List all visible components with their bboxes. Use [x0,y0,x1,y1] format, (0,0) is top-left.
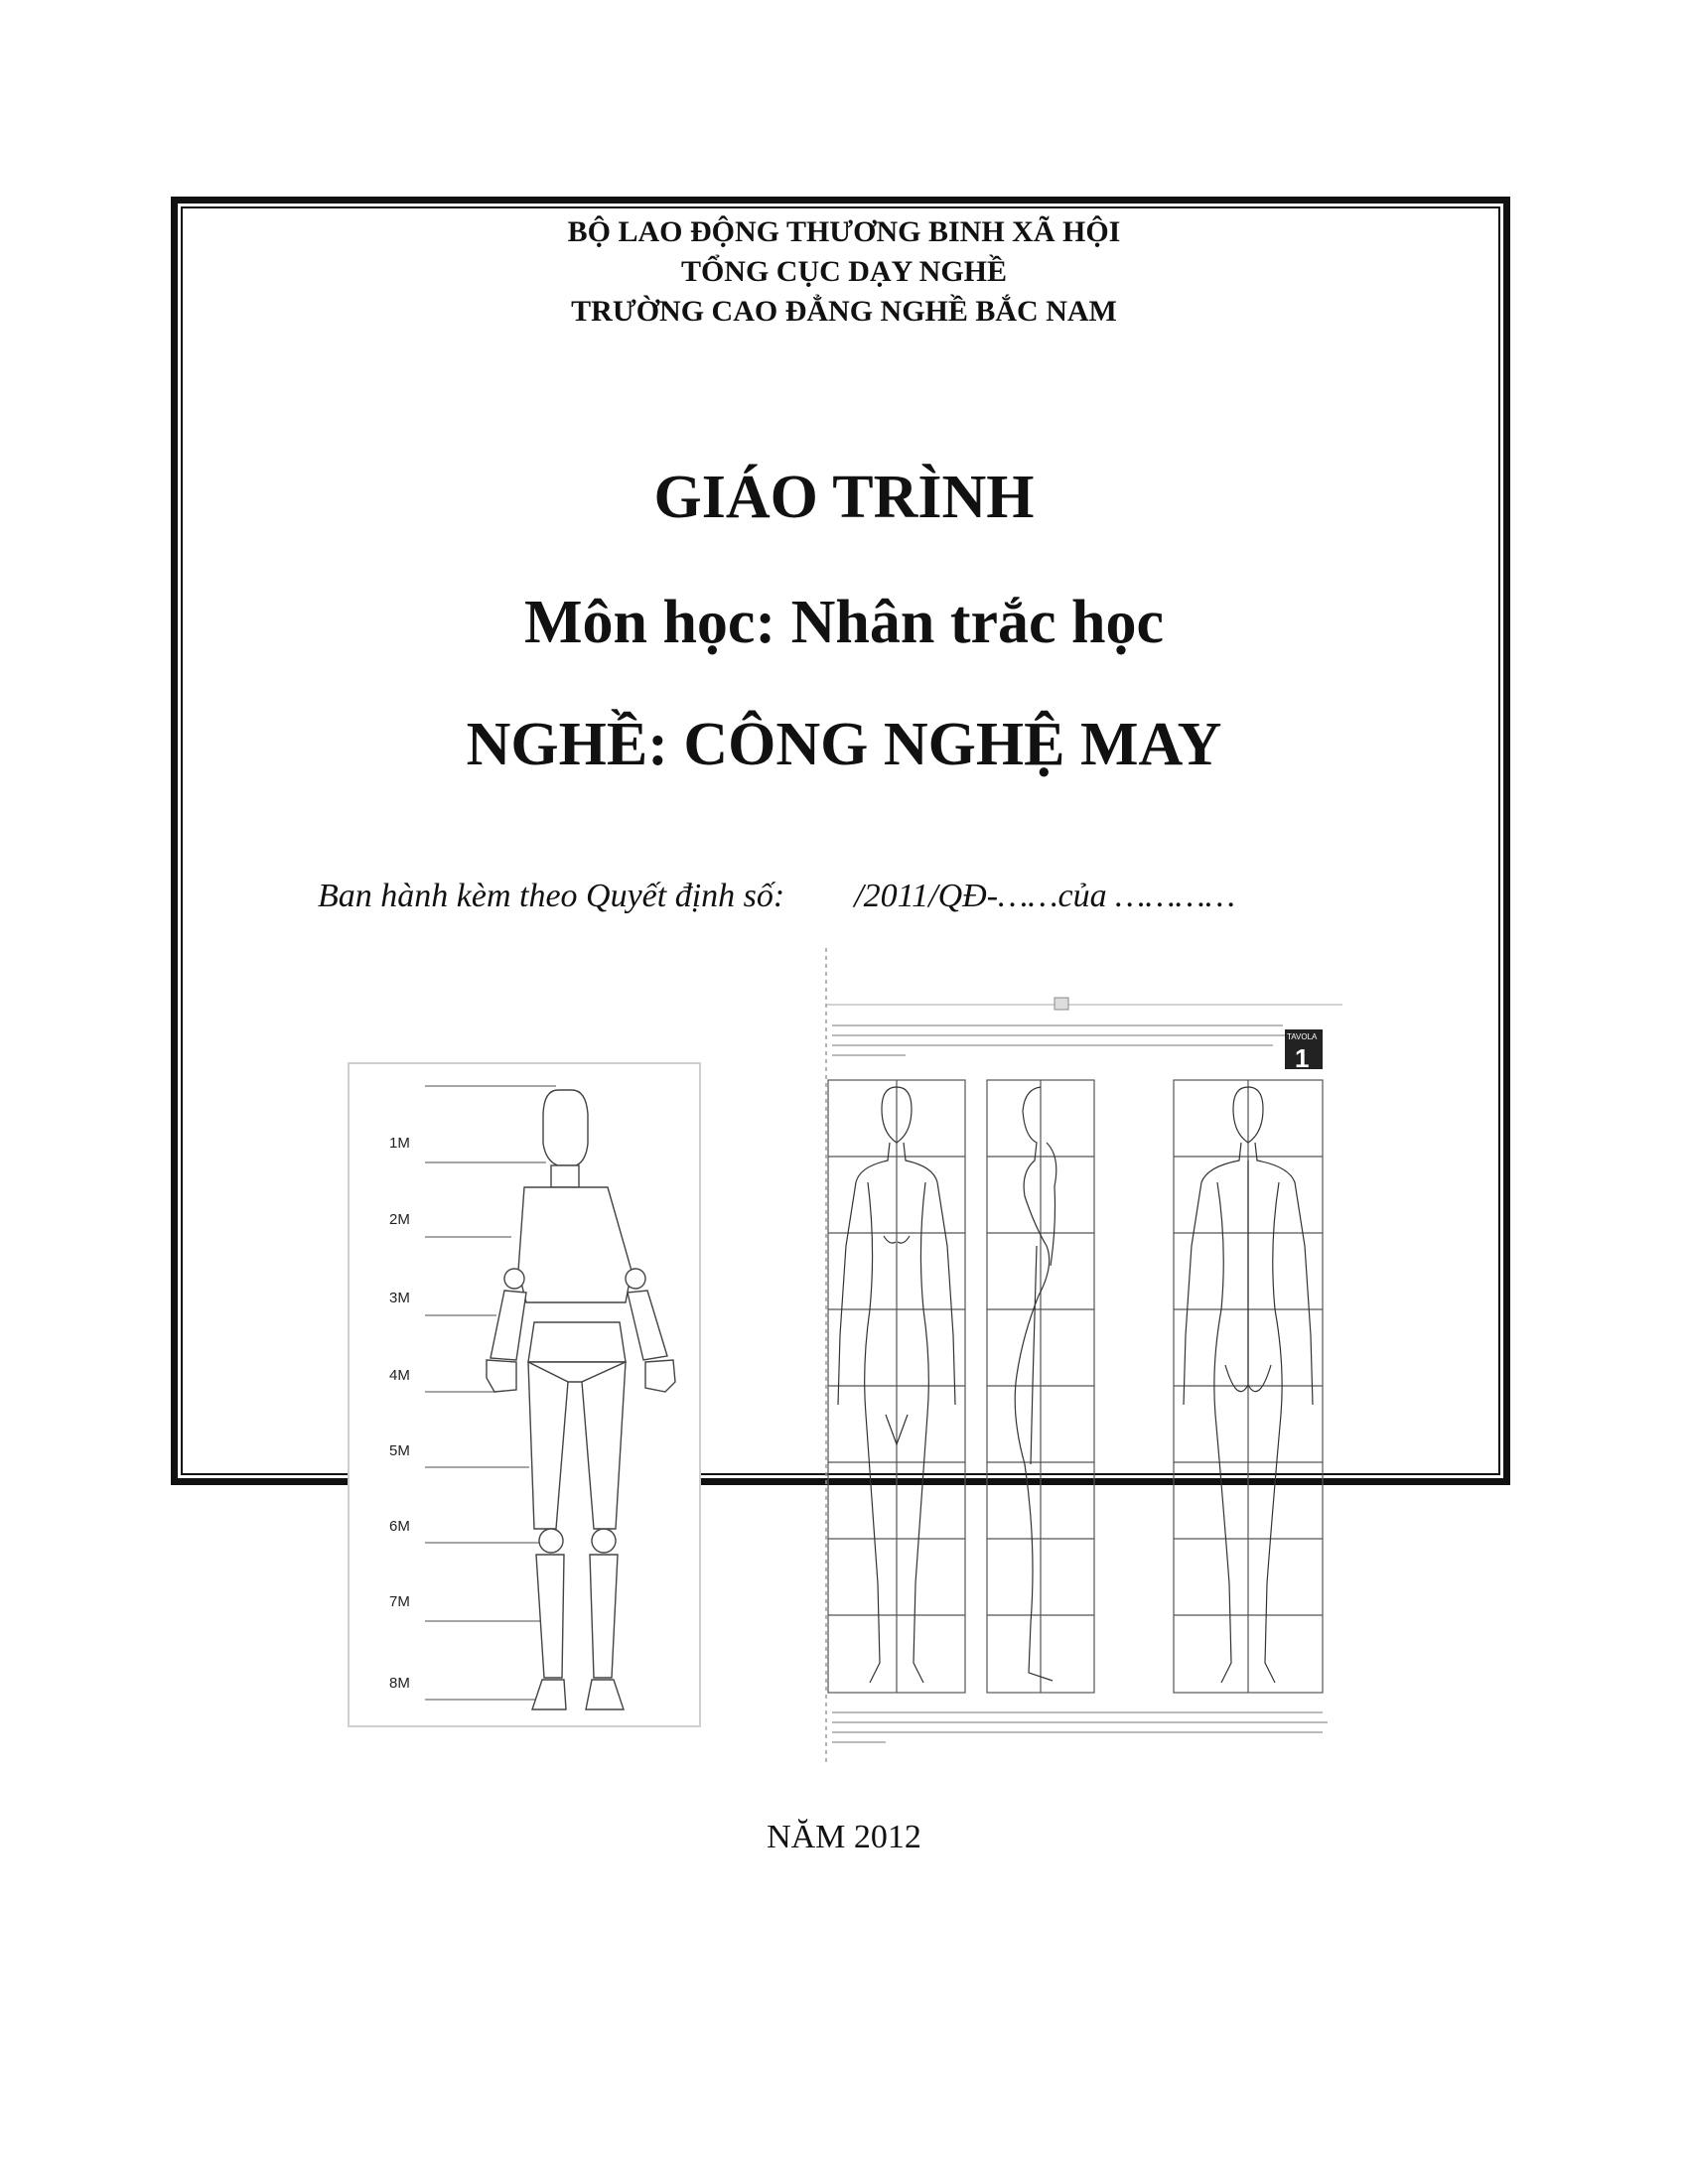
mannequin-shoulder-right [626,1269,645,1289]
module-label: 5M [389,1442,410,1459]
croquis-side-view [1015,1087,1056,1681]
sheet-tag: TAVOLA [1287,1032,1318,1041]
proportion-figure-svg [348,1062,701,1727]
decree-prefix: Ban hành kèm theo Quyết định số: [318,878,785,914]
school-line: TRƯỜNG CAO ĐẲNG NGHỀ BẮC NAM [571,295,1117,328]
module-label: 2M [389,1211,410,1228]
mannequin-hand-right [645,1360,675,1392]
module-label: 8M [389,1675,410,1692]
croquis-sheet-svg [786,948,1342,1762]
proportion-figure [348,1062,701,1727]
publication-year: NĂM 2012 [767,1819,921,1855]
mannequin-neck [551,1165,579,1187]
mannequin-waist [528,1322,626,1362]
profession-title: NGHỀ: CÔNG NGHỆ MAY [466,711,1222,778]
ministry-line: BỘ LAO ĐỘNG THƯƠNG BINH XÃ HỘI [567,215,1121,248]
module-label: 1M [389,1135,410,1152]
subject-title: Môn học: Nhân trắc học [523,589,1165,656]
binder-clip-icon [1055,998,1068,1010]
mannequin-knee-right [592,1529,616,1553]
module-label: 4M [389,1367,410,1384]
mannequin-shoulder-left [504,1269,524,1289]
module-label: 3M [389,1290,410,1306]
mannequin-knee-left [539,1529,563,1553]
decree-suffix: /2011/QĐ-……của ………… [854,878,1236,914]
decree-line [318,878,1235,915]
module-label: 6M [389,1518,410,1535]
module-label: 7M [389,1593,410,1610]
croquis-sheet [786,948,1342,1762]
page-title: GIÁO TRÌNH [653,464,1035,531]
department-line: TỔNG CỤC DẠY NGHỀ [680,255,1008,288]
mannequin-hand-left [487,1360,516,1392]
mannequin-head [543,1090,588,1165]
sheet-number: 1 [1295,1043,1310,1073]
